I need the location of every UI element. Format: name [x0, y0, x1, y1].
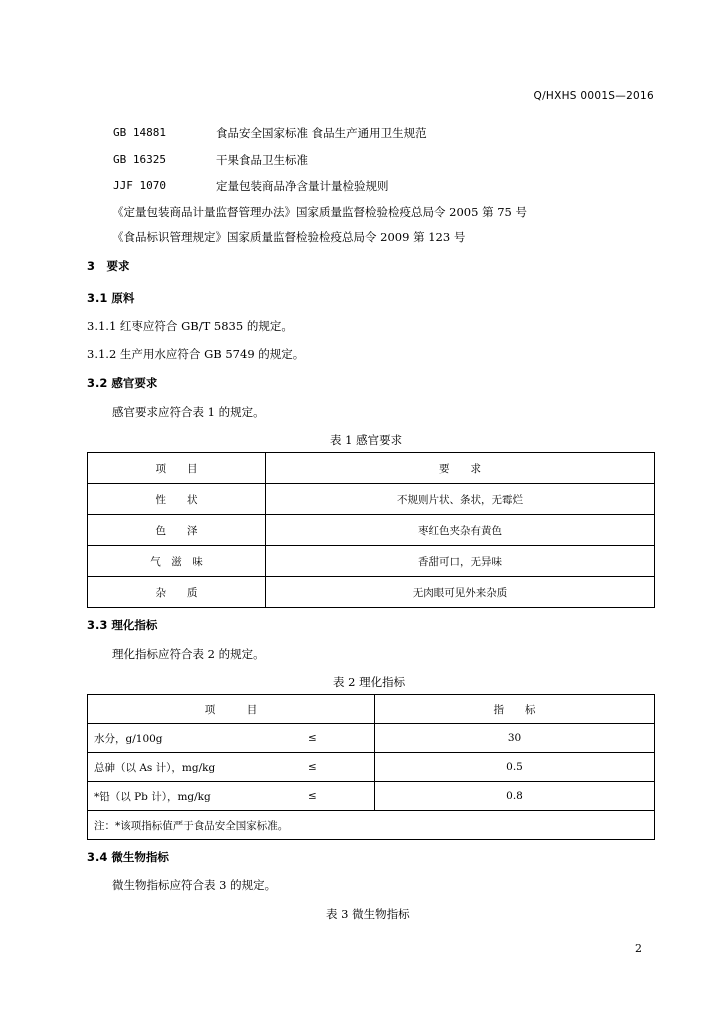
- operator-cell: ≤: [308, 782, 375, 811]
- table-title: 表 3 微生物指标: [326, 907, 410, 921]
- table-cell: 不规则片状、条状，无霉烂: [266, 484, 655, 515]
- section-heading: 3.3 理化指标: [87, 618, 158, 632]
- table-note-row: [88, 811, 655, 840]
- table-cell: 杂 质: [88, 577, 266, 608]
- value-cell: 0.8: [375, 782, 655, 811]
- section-heading: 3 要求: [87, 259, 130, 273]
- header-cell: 指 标: [375, 695, 655, 724]
- table-row: [88, 753, 655, 782]
- operator-cell: ≤: [308, 724, 375, 753]
- table-row: [88, 546, 655, 577]
- section-heading: 3.4 微生物指标: [87, 850, 169, 864]
- operator-cell: ≤: [308, 753, 375, 782]
- table-title: 表 2 理化指标: [333, 675, 406, 689]
- table-cell: 性 状: [88, 484, 266, 515]
- table-cell: *铅（以 Pb 计），mg/kg: [88, 782, 309, 811]
- page-number: 2: [635, 942, 642, 955]
- clause-text: 3.1.1 红枣应符合 GB/T 5835 的规定。: [87, 319, 293, 333]
- table-row: [88, 577, 655, 608]
- ref-code: GB 14881: [113, 126, 166, 139]
- doc-code-header: Q/HXHS 0001S—2016: [533, 90, 654, 102]
- paragraph-text: 理化指标应符合表 2 的规定。: [112, 647, 265, 661]
- table-note: 注：*该项指标值严于食品安全国家标准。: [88, 811, 655, 840]
- table-header-row: [88, 453, 655, 484]
- table-header-row: [88, 695, 655, 724]
- ref-code: GB 16325: [113, 153, 166, 166]
- table-cell: 气 滋 味: [88, 546, 266, 577]
- regulation-line: 《定量包装商品计量监督管理办法》国家质量监督检验检疫总局令 2005 第 75 号: [112, 205, 528, 219]
- sensory-table: [87, 452, 655, 608]
- header-cell: 项 目: [88, 695, 375, 724]
- value-cell: 0.5: [375, 753, 655, 782]
- table-row: [88, 782, 655, 811]
- table-row: [88, 484, 655, 515]
- physicochemical-table: [87, 694, 655, 840]
- ref-name: 食品安全国家标准 食品生产通用卫生规范: [216, 126, 427, 140]
- table-cell: 香甜可口，无异味: [266, 546, 655, 577]
- table-cell: 色 泽: [88, 515, 266, 546]
- section-heading: 3.2 感官要求: [87, 376, 158, 390]
- clause-text: 3.1.2 生产用水应符合 GB 5749 的规定。: [87, 347, 305, 361]
- table-cell: 枣红色夹杂有黄色: [266, 515, 655, 546]
- ref-code: JJF 1070: [113, 179, 166, 192]
- ref-name: 定量包装商品净含量计量检验规则: [216, 179, 389, 193]
- section-heading: 3.1 原料: [87, 291, 135, 305]
- table-row: [88, 515, 655, 546]
- regulation-line: 《食品标识管理规定》国家质量监督检验检疫总局令 2009 第 123 号: [112, 230, 466, 244]
- header-cell: 要 求: [266, 453, 655, 484]
- table-row: [88, 724, 655, 753]
- table-cell: 水分，g/100g: [88, 724, 309, 753]
- table-title: 表 1 感官要求: [330, 433, 403, 447]
- table-cell: 无肉眼可见外来杂质: [266, 577, 655, 608]
- paragraph-text: 感官要求应符合表 1 的规定。: [112, 405, 265, 419]
- table-cell: 总砷（以 As 计），mg/kg: [88, 753, 309, 782]
- ref-name: 干果食品卫生标准: [216, 153, 308, 167]
- value-cell: 30: [375, 724, 655, 753]
- paragraph-text: 微生物指标应符合表 3 的规定。: [112, 878, 277, 892]
- header-cell: 项 目: [88, 453, 266, 484]
